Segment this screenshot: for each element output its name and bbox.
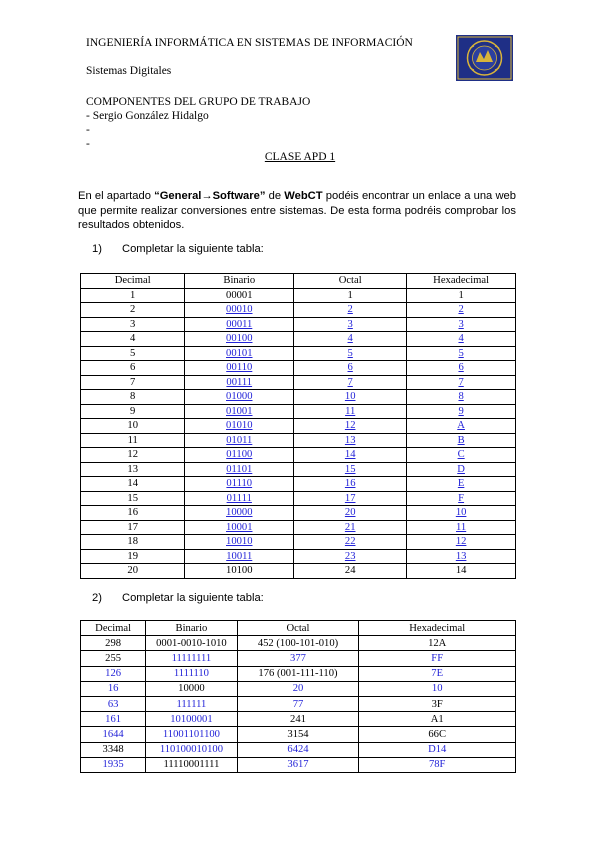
table-cell: 12: [407, 535, 516, 550]
group-member-3: -: [86, 138, 90, 150]
table-cell: 10000: [185, 506, 294, 521]
table-cell: 11110001111: [146, 757, 237, 772]
table-cell: 3: [407, 317, 516, 332]
table-row: [81, 506, 516, 521]
table-cell: C: [407, 448, 516, 463]
table-cell: 00110: [185, 361, 294, 376]
table-cell: 10: [81, 419, 185, 434]
table-cell: A: [407, 419, 516, 434]
table-cell: 0001-0010-1010: [146, 636, 237, 651]
table-cell: 11111111: [146, 651, 237, 666]
table-cell: 00001: [185, 288, 294, 303]
table-row: [81, 549, 516, 564]
intro-text-3: podéis encontrar un enlace a una web que permite realizar conversiones entre sistemas. De esta forma podréis comprobar los resultados obtenidos.: [78, 190, 516, 231]
table-cell: 1: [294, 288, 407, 303]
table-cell: 3F: [359, 696, 516, 711]
table-cell: 01011: [185, 433, 294, 448]
table-cell: 4: [294, 332, 407, 347]
header-octal: Octal: [294, 274, 407, 289]
table-cell: 20: [81, 564, 185, 579]
table-cell: 7: [407, 375, 516, 390]
class-title: [0, 151, 600, 163]
table-cell: 3154: [237, 727, 359, 742]
task-1-number: 1): [92, 243, 102, 255]
table-cell: 11001101100: [146, 727, 237, 742]
table-cell: D: [407, 462, 516, 477]
table-cell: 01100: [185, 448, 294, 463]
table-cell: 7: [294, 375, 407, 390]
group-member-2: -: [86, 124, 90, 136]
table-cell: 126: [81, 666, 146, 681]
table-cell: 12A: [359, 636, 516, 651]
table-header-row: [81, 274, 516, 289]
table-cell: 377: [237, 651, 359, 666]
table-cell: 01101: [185, 462, 294, 477]
table-cell: 2: [407, 303, 516, 318]
table-cell: 17: [81, 520, 185, 535]
table-cell: 1935: [81, 757, 146, 772]
table-cell: 255: [81, 651, 146, 666]
table-cell: 13: [81, 462, 185, 477]
group-heading: COMPONENTES DEL GRUPO DE TRABAJO: [86, 96, 311, 108]
table-cell: 00101: [185, 346, 294, 361]
table-cell: 298: [81, 636, 146, 651]
table-cell: 10001: [185, 520, 294, 535]
group-member-1: - Sergio González Hidalgo: [86, 110, 209, 122]
table-cell: 6: [407, 361, 516, 376]
table-cell: 00111: [185, 375, 294, 390]
table-cell: 111111: [146, 696, 237, 711]
table-cell: B: [407, 433, 516, 448]
table-cell: 16: [81, 681, 146, 696]
table-cell: 176 (001-111-110): [237, 666, 359, 681]
table-row: [81, 727, 516, 742]
table-row: [81, 433, 516, 448]
table-cell: 01001: [185, 404, 294, 419]
table-cell: 1111110: [146, 666, 237, 681]
table-cell: 3348: [81, 742, 146, 757]
table-cell: 10100: [185, 564, 294, 579]
table-cell: 11: [407, 520, 516, 535]
table-cell: 19: [81, 549, 185, 564]
table-cell: 10: [407, 506, 516, 521]
table-cell: 110100010100: [146, 742, 237, 757]
table-cell: 16: [81, 506, 185, 521]
table-cell: 11: [81, 433, 185, 448]
table-row: [81, 520, 516, 535]
table-row: [81, 696, 516, 711]
table-cell: 15: [81, 491, 185, 506]
table-cell: 8: [407, 390, 516, 405]
table-cell: 24: [294, 564, 407, 579]
table-row: [81, 419, 516, 434]
intro-paragraph: [78, 189, 516, 233]
table-row: [81, 477, 516, 492]
table-cell: 6: [81, 361, 185, 376]
table-row: [81, 757, 516, 772]
table-cell: 5: [407, 346, 516, 361]
table-cell: 63: [81, 696, 146, 711]
table-cell: 23: [294, 549, 407, 564]
task-1: [92, 243, 264, 255]
table-cell: 7: [81, 375, 185, 390]
table-cell: 16: [294, 477, 407, 492]
header-octal: Octal: [237, 621, 359, 636]
header-binario: Binario: [185, 274, 294, 289]
table-row: [81, 303, 516, 318]
class-title-text: CLASE APD 1: [264, 151, 336, 163]
table-row: [81, 681, 516, 696]
table-cell: 1644: [81, 727, 146, 742]
table-cell: 10100001: [146, 712, 237, 727]
table-cell: A1: [359, 712, 516, 727]
intro-bold-general-software: “General→Software”: [154, 190, 266, 202]
table-cell: 13: [294, 433, 407, 448]
table-cell: 10010: [185, 535, 294, 550]
document-title: INGENIERÍA INFORMÁTICA EN SISTEMAS DE INFORMACIÓN: [86, 37, 413, 49]
table-cell: 01111: [185, 491, 294, 506]
table-cell: 10000: [146, 681, 237, 696]
table-cell: FF: [359, 651, 516, 666]
table-cell: 00100: [185, 332, 294, 347]
table-cell: 00010: [185, 303, 294, 318]
table-cell: 12: [294, 419, 407, 434]
table-cell: 10: [359, 681, 516, 696]
table-row: [81, 491, 516, 506]
header-decimal: Decimal: [81, 621, 146, 636]
table-cell: F: [407, 491, 516, 506]
table-row: [81, 332, 516, 347]
table-cell: 18: [81, 535, 185, 550]
table-cell: 4: [81, 332, 185, 347]
table-row: [81, 375, 516, 390]
table-cell: 10: [294, 390, 407, 405]
table-cell: 6: [294, 361, 407, 376]
table-cell: 11: [294, 404, 407, 419]
table-cell: 01000: [185, 390, 294, 405]
table-cell: 5: [294, 346, 407, 361]
table-row: [81, 390, 516, 405]
table-cell: 241: [237, 712, 359, 727]
table-cell: 01110: [185, 477, 294, 492]
table-cell: 14: [407, 564, 516, 579]
table-row: [81, 666, 516, 681]
table-row: [81, 564, 516, 579]
table-row: [81, 361, 516, 376]
table-cell: 1: [81, 288, 185, 303]
task-2-number: 2): [92, 592, 102, 604]
table-cell: 9: [81, 404, 185, 419]
university-seal-icon: [456, 35, 513, 81]
table-cell: 22: [294, 535, 407, 550]
table-row: [81, 404, 516, 419]
table-cell: 8: [81, 390, 185, 405]
table-cell: 77: [237, 696, 359, 711]
subject-name: Sistemas Digitales: [86, 65, 172, 77]
task-1-text: Completar la siguiente tabla:: [122, 243, 264, 255]
table-cell: 15: [294, 462, 407, 477]
table-cell: 14: [81, 477, 185, 492]
header-decimal: Decimal: [81, 274, 185, 289]
table-cell: 66C: [359, 727, 516, 742]
task-2: [92, 592, 264, 604]
table-cell: 78F: [359, 757, 516, 772]
table-cell: 7E: [359, 666, 516, 681]
table-cell: 1: [407, 288, 516, 303]
task-2-text: Completar la siguiente tabla:: [122, 592, 264, 604]
header-binario: Binario: [146, 621, 237, 636]
table-cell: 17: [294, 491, 407, 506]
header-hexadecimal: Hexadecimal: [359, 621, 516, 636]
table-cell: 2: [81, 303, 185, 318]
table-row: [81, 535, 516, 550]
table-cell: 13: [407, 549, 516, 564]
table-cell: 5: [81, 346, 185, 361]
table-cell: 9: [407, 404, 516, 419]
table-row: [81, 636, 516, 651]
table-row: [81, 448, 516, 463]
conversion-table-1: [80, 273, 516, 579]
intro-text-2: de: [265, 190, 285, 202]
intro-bold-webct: WebCT: [284, 190, 323, 202]
table-cell: 12: [81, 448, 185, 463]
table-row: [81, 288, 516, 303]
intro-text-1: En el apartado: [78, 190, 155, 202]
table-cell: 3: [294, 317, 407, 332]
table-cell: 01010: [185, 419, 294, 434]
table-row: [81, 317, 516, 332]
table-row: [81, 346, 516, 361]
header-hexadecimal: Hexadecimal: [407, 274, 516, 289]
table-row: [81, 742, 516, 757]
university-logo: [456, 35, 513, 81]
table-cell: 00011: [185, 317, 294, 332]
table-cell: 21: [294, 520, 407, 535]
table-cell: 3: [81, 317, 185, 332]
table-cell: 20: [237, 681, 359, 696]
table-cell: 4: [407, 332, 516, 347]
table-cell: 6424: [237, 742, 359, 757]
table-cell: 14: [294, 448, 407, 463]
table-row: [81, 462, 516, 477]
table-cell: 161: [81, 712, 146, 727]
table-cell: D14: [359, 742, 516, 757]
table-row: [81, 712, 516, 727]
table-cell: E: [407, 477, 516, 492]
table-cell: 452 (100-101-010): [237, 636, 359, 651]
conversion-table-2: [80, 620, 516, 773]
table-cell: 20: [294, 506, 407, 521]
table-cell: 2: [294, 303, 407, 318]
table-cell: 3617: [237, 757, 359, 772]
table-cell: 10011: [185, 549, 294, 564]
table-header-row: [81, 621, 516, 636]
table-row: [81, 651, 516, 666]
